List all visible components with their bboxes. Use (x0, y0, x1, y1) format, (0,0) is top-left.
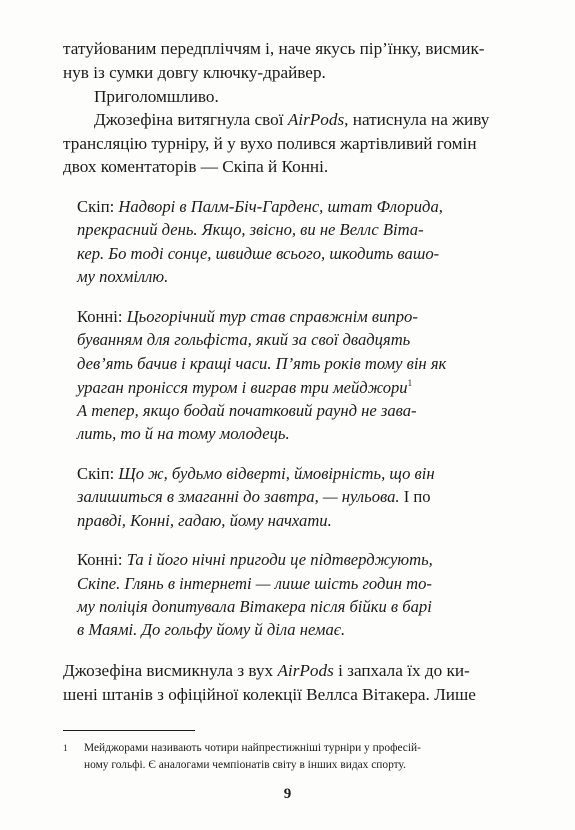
speech-text: му поліція допитувала Вітакера після бійки в барі (77, 597, 432, 616)
dialogue-line (77, 195, 443, 218)
dialogue-line (77, 548, 433, 571)
dialogue-line (77, 509, 332, 532)
text-line (63, 37, 512, 60)
speaker-label: Скіп: (77, 464, 115, 483)
speech-text: Та і його нічні пригоди це підтверджують, (126, 550, 433, 569)
speech-text: Цьогорічний тур став справжнім випро- (126, 307, 418, 326)
dialogue-line (77, 328, 410, 351)
text-line: двох коментаторів — Скіпа й Конні. (63, 157, 329, 176)
dialogue-line (77, 572, 432, 595)
speech-text: дев’ять бачив і кращі часи. П’ять років тому він як (77, 354, 447, 373)
text-line (94, 108, 489, 131)
speaker-label: Конні: (77, 550, 123, 569)
speech-text-upright: І по (403, 487, 431, 506)
dialogue-line (77, 485, 431, 508)
text-span: , натиснула на живу (344, 110, 490, 129)
footnote-reference[interactable]: 1 (407, 378, 413, 388)
dialogue-line (77, 422, 290, 445)
dialogue-line (77, 618, 345, 641)
dialogue-line (77, 399, 417, 422)
speaker-label: Скіп: (77, 197, 115, 216)
dialogue-line (77, 352, 446, 375)
text-line: Приголомшливо. (94, 87, 219, 106)
speech-text: ураган пронісся туром і виграв три мейджори (77, 378, 408, 397)
dialogue-line (77, 595, 432, 618)
text-line: шені штанів з офіційної колекції Веллса Вітакера. Лише (63, 685, 476, 704)
speaker-label: Конні: (77, 307, 123, 326)
speech-text: му похміллю. (77, 267, 169, 286)
speech-text: правді, Конні, гадаю, йому начхати. (77, 511, 332, 530)
dialogue-line (77, 462, 435, 485)
text-span: татуйованим передпліччям і, наче якусь пір’їнку, висмик- (63, 39, 485, 58)
speech-text: А тепер, якщо бодай початковий раунд не зава- (77, 401, 417, 420)
dialogue-line (77, 376, 412, 399)
brand-text: AirPods (277, 661, 334, 680)
text-line: нув із сумки довгу ключку-драйвер. (63, 63, 326, 82)
speech-text: буванням для гольфіста, який за свої двадцять (77, 330, 411, 349)
footnote-text: ному гольфі. Є аналогами чемпіонатів світу в інших видах спорту. (84, 759, 406, 771)
dialogue-line (77, 265, 168, 288)
footnote-text: Мейджорами називають чотири найпрестижніші турніри у професій- (84, 742, 421, 754)
speech-text: Надворі в Палм-Біч-Гарденс, штат Флорида, (118, 197, 443, 216)
text-span: і запхала їх до ки- (333, 661, 470, 680)
text-line (63, 659, 470, 682)
footnote-mark: 1 (63, 743, 68, 753)
text-line: трансляцію турніру, й у вухо полився жартівливий гомін (63, 134, 477, 153)
dialogue-line (77, 218, 424, 241)
speech-text: залишиться в змаганні до завтра, — нульова. (77, 487, 400, 506)
speech-text: в Маямі. До гольфу йому й діла немає. (77, 620, 346, 639)
speech-text: кер. Бо тоді сонце, швидше всього, шкодить вашо- (77, 244, 440, 263)
text-span: Джозефіна висмикнула з вух (63, 661, 278, 680)
footnote-divider (63, 730, 195, 731)
speech-text: прекрасний день. Якщо, звісно, ви не Веллс Віта- (77, 220, 424, 239)
brand-text: AirPods (287, 110, 345, 129)
dialogue-line (77, 305, 418, 328)
speech-text: Що ж, будьмо відверті, ймовірність, що він (118, 464, 435, 483)
speech-text: лить, то й на тому молодець. (77, 424, 290, 443)
dialogue-line (77, 242, 439, 265)
speech-text: Скіпе. Глянь в інтернеті — лише шість годин то- (77, 574, 432, 593)
page-number: 9 (283, 786, 292, 802)
text-span: Джозефіна витягнула свої (94, 110, 288, 129)
